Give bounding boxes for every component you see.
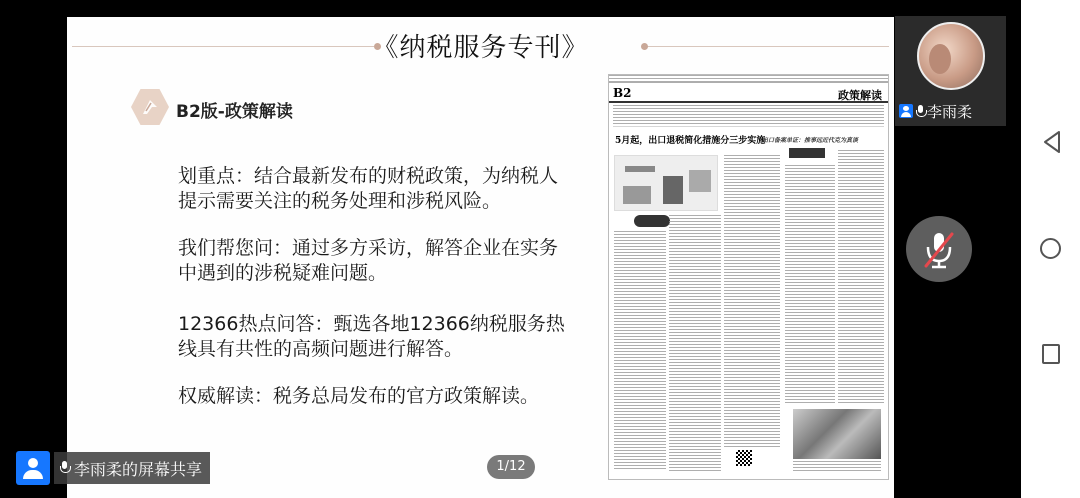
screen-share-label — [16, 451, 210, 485]
newspaper-page-number: B2 — [613, 86, 632, 100]
newspaper-illustration — [614, 155, 718, 211]
mic-icon — [60, 461, 68, 476]
person-icon — [16, 451, 50, 485]
newspaper-column — [785, 165, 835, 405]
newspaper-header — [609, 83, 888, 103]
newspaper-photo — [793, 409, 881, 459]
newspaper-column — [838, 150, 884, 405]
newspaper-column — [724, 155, 780, 447]
newspaper-section-name: 政策解读 — [838, 89, 882, 102]
newspaper-caption — [793, 461, 881, 473]
square-recent-icon[interactable] — [1042, 344, 1060, 364]
participant-name-label — [899, 102, 972, 120]
screen-share-owner: 李雨柔的屏幕共享 — [74, 459, 203, 479]
participant-name: 李雨柔 — [927, 102, 973, 121]
newspaper-badge — [634, 215, 670, 227]
participant-video-tile[interactable] — [895, 16, 1006, 126]
mic-off-icon — [906, 216, 972, 282]
newspaper-headline: 5月起，出口退税简化措施分三步实施 — [615, 136, 766, 146]
qr-code-icon — [736, 450, 752, 466]
paragraph-official-reading: 权威解读：税务总局发布的官方政策解读。 — [178, 385, 540, 407]
paragraph-we-ask: 我们帮您问：通过多方采访，解答企业在实务中遇到的涉税疑难问题。 — [178, 237, 559, 284]
paragraph-highlights: 划重点：结合最新发布的财税政策，为纳税人提示需要关注的税务处理和涉税风险。 — [178, 165, 559, 212]
shared-slide — [67, 17, 894, 498]
triangle-back-icon[interactable] — [1042, 130, 1062, 154]
mute-toggle-button[interactable] — [906, 216, 972, 282]
document-hex-icon — [131, 89, 169, 125]
newspaper-column — [669, 215, 721, 471]
slide-title-bar — [67, 27, 894, 67]
slide-title: 《纳税服务专刊》 — [372, 33, 589, 63]
newspaper-column — [614, 231, 666, 471]
newspaper-page-image — [608, 74, 889, 480]
person-icon — [899, 104, 913, 118]
page-indicator: 1/12 — [487, 455, 535, 479]
newspaper-intro-text — [613, 105, 884, 127]
newspaper-column-badge — [789, 148, 825, 158]
paragraph-12366-qa: 12366热点问答：甄选各地12366纳税服务热线具有共性的高频问题进行解答。 — [178, 313, 565, 360]
section-title: B2版-政策解读 — [176, 102, 293, 122]
circle-home-icon[interactable] — [1040, 238, 1061, 259]
share-name-box — [54, 452, 210, 484]
newspaper-subheadline: 出口备案单证：推事远近代克为真谈 — [762, 137, 859, 144]
avatar — [917, 22, 985, 90]
mic-icon — [916, 105, 924, 118]
newspaper-masthead-strip — [609, 75, 888, 83]
